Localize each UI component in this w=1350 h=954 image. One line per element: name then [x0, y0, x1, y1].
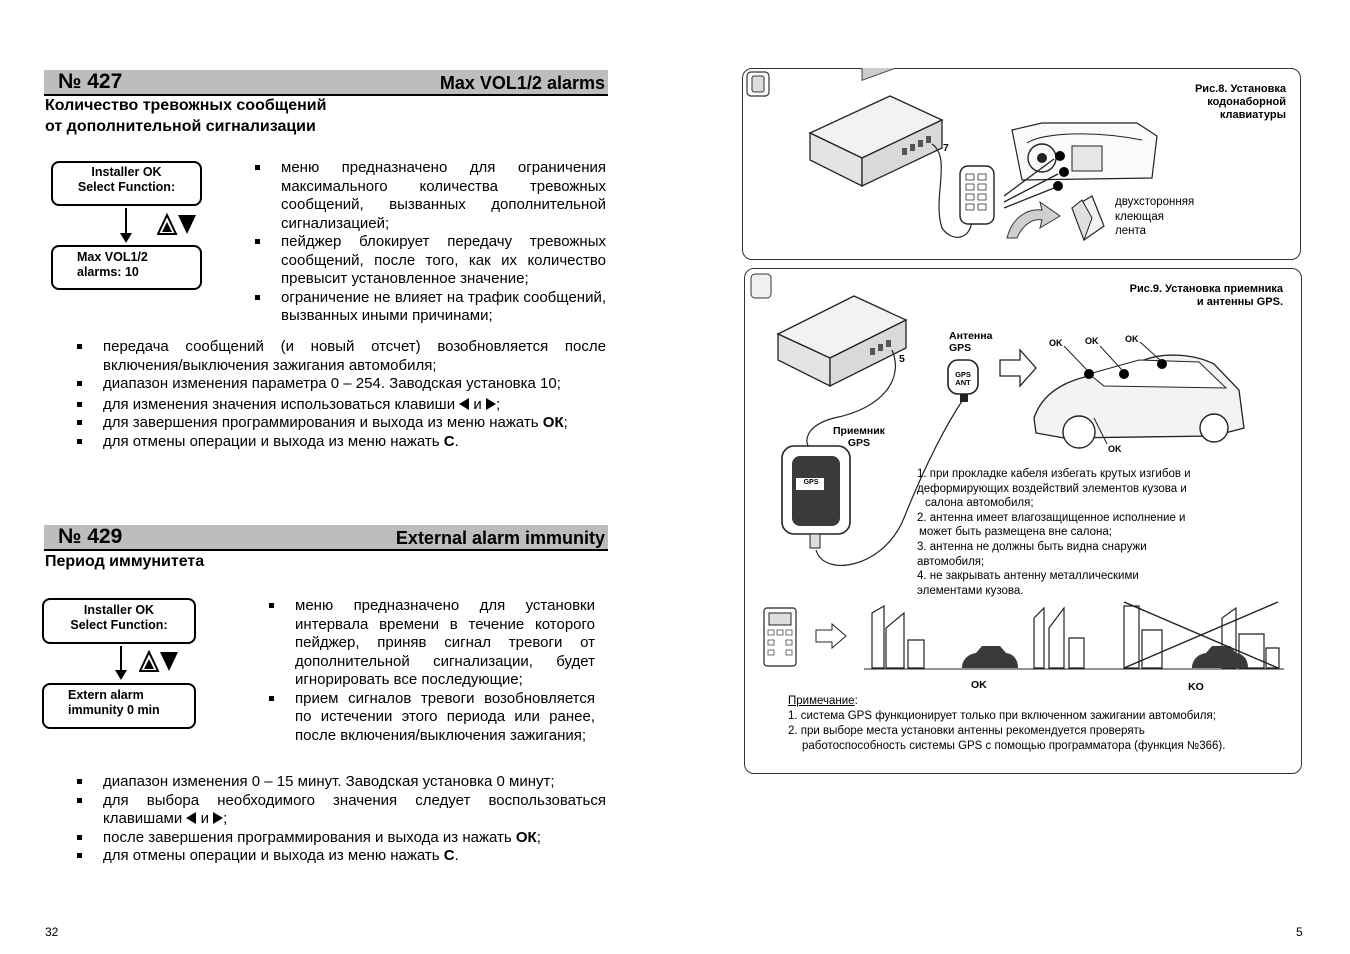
section-429-instructions-list: [77, 773, 606, 866]
note-title: Примечание:: [788, 695, 858, 707]
list-item: диапазон изменения 0 – 15 минут. Заводская установка 0 минут;: [77, 773, 606, 792]
menu-box-line: Max VOL1/2: [77, 250, 148, 264]
scene-ok-label: OK: [971, 679, 987, 691]
section-427-number: № 427: [58, 70, 123, 93]
rule-line: 4. не закрывать антенну металлическими: [917, 570, 1139, 583]
caption-line: и антенны GPS.: [1196, 296, 1283, 308]
receiver-badge: GPS: [803, 479, 819, 486]
menu-box-installer: [42, 598, 196, 644]
left-key-icon: [186, 812, 196, 824]
left-page-number: 32: [45, 925, 59, 939]
up-down-keys-icon: [157, 213, 197, 235]
section-429-title: External alarm immunity: [395, 528, 605, 548]
gps-installation-rules: [917, 467, 1191, 598]
list-item: после завершения программирования и выхода из нажать ОК;: [77, 829, 606, 848]
menu-box-line: Select Function:: [77, 180, 176, 194]
list-item: передача сообщений (и новый отсчет) возобновляется после включения/выключения зажигания автомобиля;: [77, 338, 606, 375]
right-key-icon: [213, 812, 223, 824]
ok-label: OK: [1125, 334, 1139, 344]
list-item: диапазон изменения параметра 0 – 254. Заводская установка 10;: [77, 375, 606, 394]
right-page-number: 5: [1296, 925, 1303, 939]
section-427-header: [44, 70, 608, 96]
list-item: меню предназначено для установки интервала времени в течение которого пейджер, приняв сигнал тревоги от дополнительной сигнализации, будет игнорировать все последующие;: [269, 597, 595, 690]
menu-box-line: Installer OK: [83, 603, 155, 617]
rule-line: 2. антенна имеет влагозащищенное исполнение и: [917, 511, 1186, 524]
label-line: Антенна: [949, 330, 993, 342]
rule-line: салона автомобиля;: [925, 497, 1034, 510]
rule-line: автомобиля;: [917, 555, 985, 568]
antenna-badge: GPS ANT: [955, 370, 971, 387]
label-line: клеющая: [1115, 210, 1164, 223]
list-item: ограничение не влияет на трафик сообщений, вызванных иными причинами;: [255, 289, 606, 326]
label-line: GPS: [847, 437, 871, 449]
list-item: меню предназначено для ограничения максимального количества тревожных сообщений, вызванных дополнительной сигнализацией;: [255, 159, 606, 233]
menu-flow-arrow-icon: [120, 233, 132, 243]
label-line: Приемник: [833, 425, 885, 437]
caption-line: Рис.8. Установка: [1194, 83, 1286, 95]
menu-box-value: [51, 245, 202, 290]
menu-flow-arrow-icon: [115, 670, 127, 680]
up-down-keys-icon: [139, 650, 179, 672]
fig8-connector-label: 7: [943, 142, 949, 154]
rule-line: 1. при прокладке кабеля избегать крутых изгибов и: [917, 468, 1191, 480]
list-item: для отмены операции и выхода из меню нажать С.: [77, 847, 606, 866]
ok-key: ОК: [542, 414, 564, 431]
menu-flow-line: [120, 646, 122, 671]
menu-box-line: Installer OK: [91, 165, 162, 179]
rule-line: может быть размещена вне салона;: [919, 526, 1112, 539]
caption-line: кодонаборной: [1207, 96, 1286, 108]
cancel-key: С: [443, 847, 455, 864]
list-item: пейджер блокирует передачу тревожных сообщений, после того, как их количество превысит установленное значение;: [255, 233, 606, 289]
note-line: 2. при выборе места установки антенны рекомендуется проверять: [788, 725, 1145, 737]
section-427-instructions-list: [77, 338, 606, 451]
menu-box-line: immunity 0 min: [68, 703, 160, 717]
figure-8-caption: [1120, 83, 1286, 122]
section-429-description-list: [269, 597, 595, 745]
ok-label: OK: [1049, 338, 1063, 348]
antenna-label: [949, 330, 992, 354]
list-item: для завершения программирования и выхода из меню нажать ОК;: [77, 414, 606, 433]
receiver-label: [833, 425, 885, 449]
subtitle-line: Количество тревожных сообщений: [45, 97, 327, 114]
ok-label: OK: [1085, 336, 1099, 346]
menu-box-installer: [51, 161, 202, 206]
fig9-connector-label: 5: [899, 353, 905, 365]
rule-line: деформирующих воздействий элементов кузова и: [917, 482, 1187, 495]
rule-line: элементами кузова.: [917, 584, 1024, 597]
section-427-title: Max VOL1/2 alarms: [439, 73, 605, 93]
menu-box-line: Select Function:: [70, 618, 168, 632]
caption-line: Рис.9. Установка приемника: [1129, 283, 1283, 295]
subtitle-line: от дополнительной сигнализации: [45, 118, 316, 135]
list-item: прием сигналов тревоги возобновляется по истечении этого периода или ранее, после включения/выключения зажигания;: [269, 690, 595, 746]
section-429-number: № 429: [58, 525, 123, 548]
menu-box-line: alarms: 10: [77, 265, 139, 279]
section-429-subtitle: Период иммунитета: [45, 553, 205, 570]
label-line: GPS: [949, 342, 972, 354]
figure-9-caption: [1080, 283, 1283, 309]
label-line: лента: [1115, 225, 1146, 237]
gps-note: [788, 694, 1225, 754]
caption-line: клавиатуры: [1219, 109, 1286, 121]
section-429-header: [44, 525, 608, 551]
menu-flow-line: [125, 208, 127, 234]
list-item: для изменения значения использоваться клавиши и ;: [77, 396, 606, 415]
list-item: для отмены операции и выхода из меню нажать С.: [77, 433, 606, 452]
left-key-icon: [459, 398, 469, 410]
list-item: для выбора необходимого значения следует воспользоваться клавишами и ;: [77, 792, 606, 829]
rule-line: 3. антенна не должны быть видна снаружи: [917, 540, 1147, 553]
right-key-icon: [486, 398, 496, 410]
menu-box-value: [42, 683, 196, 729]
section-427-description-list: [255, 159, 606, 326]
label-line: двухсторонняя: [1115, 196, 1195, 208]
note-line: работоспособность системы GPS с помощью программатора (функция №366).: [802, 740, 1226, 752]
section-427-subtitle: [45, 95, 326, 137]
tape-label: [1115, 195, 1194, 239]
cancel-key: С: [443, 432, 455, 450]
ok-key: ОК: [515, 828, 537, 846]
note-line: 1. система GPS функционирует только при включенном зажигании автомобиля;: [788, 710, 1216, 722]
ok-label: OK: [1108, 444, 1122, 454]
menu-box-line: Extern alarm: [68, 688, 144, 702]
scene-ko-label: KO: [1188, 681, 1204, 693]
